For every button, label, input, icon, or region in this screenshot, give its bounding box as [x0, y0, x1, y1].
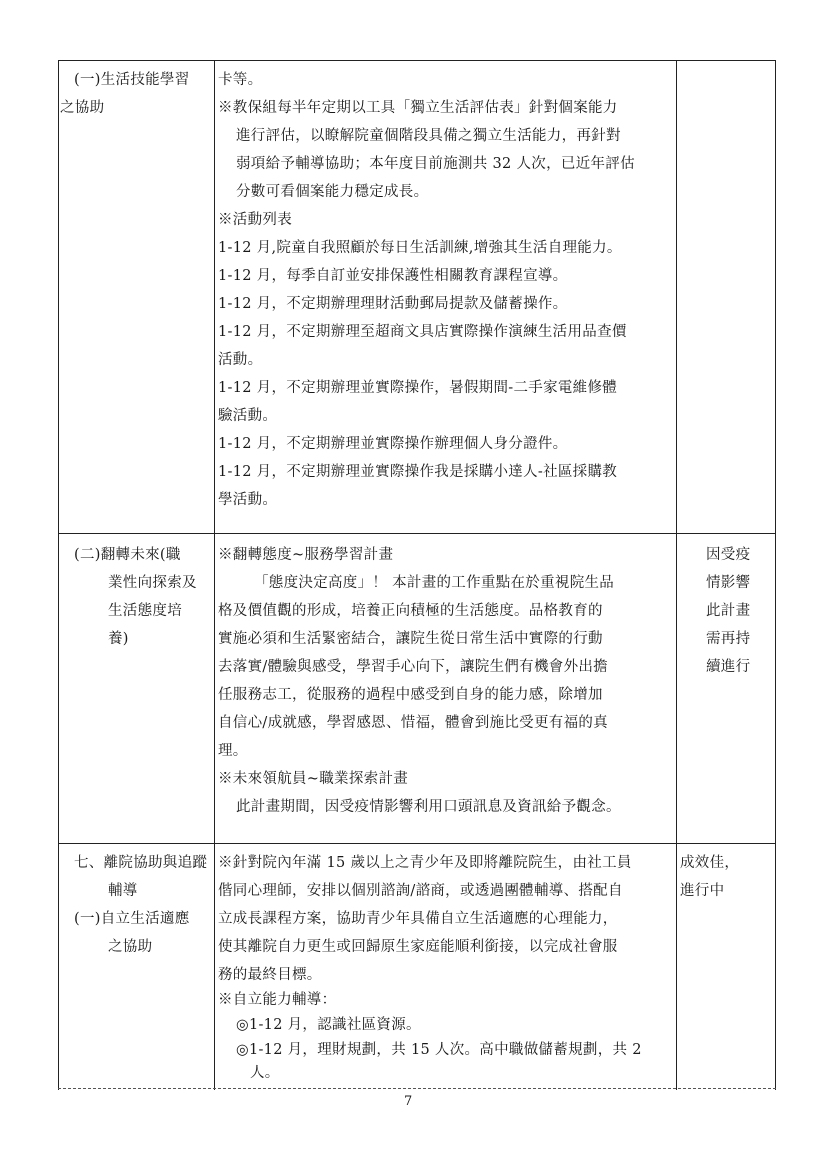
row2-note-line: 需再持: [706, 631, 751, 647]
page-number: 7: [404, 1094, 413, 1109]
row3-content-line: ※針對院內年滿 15 歲以上之青少年及即將離院院生，由社工員: [218, 855, 632, 871]
row3-item-line: 之協助: [108, 939, 153, 955]
row-divider-1: [58, 533, 776, 534]
row3-item-line: (一)自立生活適應: [74, 911, 190, 927]
row1-content-line: 1-12 月，不定期辦理並實際操作辦理個人身分證件。: [218, 436, 568, 452]
row1-content-line: 卡等。: [218, 72, 263, 88]
row2-content-line: 「態度決定高度」！ 本計畫的工作重點在於重視院生品: [254, 575, 615, 591]
row1-content-line: ※活動列表: [218, 212, 292, 228]
row1-content-line: 1-12 月，不定期辦理並實際操作我是採購小達人-社區採購教: [218, 464, 618, 480]
row2-note-line: 因受疫: [706, 547, 751, 563]
row1-content-line: 1-12 月，不定期辦理並實際操作，暑假期間-二手家電維修體: [218, 380, 618, 396]
row1-content-line: 1-12 月，不定期辦理至超商文具店實際操作演練生活用品查價: [218, 324, 627, 340]
table-top-border: [58, 60, 776, 61]
row1-content-line: 活動。: [218, 352, 263, 368]
row3-content-line: 使其離院自力更生或回歸原生家庭能順利銜接，以完成社會服: [218, 939, 618, 955]
row3-content-line: 務的最終目標。: [218, 967, 322, 983]
row3-content-line: ◎1-12 月，理財規劃，共 15 人次。高中職做儲蓄規劃，共 2: [236, 1042, 642, 1058]
row1-content-line: 學活動。: [218, 492, 278, 508]
row-divider-2: [58, 843, 776, 844]
row1-item-line: 之協助: [60, 100, 105, 116]
row2-content-line: 此計畫期間，因受疫情影響利用口頭訊息及資訊給予觀念。: [236, 799, 621, 815]
row1-content-line: 進行評估，以瞭解院童個階段具備之獨立生活能力，再針對: [236, 128, 621, 144]
row1-content-line: ※教保組每半年定期以工具「獨立生活評估表」針對個案能力: [218, 100, 618, 116]
table-col-divider-1: [214, 60, 215, 1090]
row3-content-line: ◎1-12 月，認識社區資源。: [236, 1017, 421, 1033]
table-col-divider-2: [676, 60, 677, 1090]
row2-note-line: 此計畫: [706, 603, 751, 619]
table-bottom-border: [58, 1088, 776, 1089]
row1-content-line: 1-12 月,院童自我照顧於每日生活訓練,增強其生活自理能力。: [218, 240, 622, 256]
row2-content-line: ※未來領航員~職業探索計畫: [218, 771, 409, 787]
row2-content-line: ※翻轉態度~服務學習計畫: [218, 547, 394, 563]
row3-note-line: 進行中: [680, 883, 725, 899]
row2-item-line: 生活態度培: [108, 603, 182, 619]
row1-content-line: 弱項給予輔導協助；本年度目前施測共 32 人次，已近年評估: [236, 156, 635, 172]
table-left-border: [58, 60, 59, 1090]
row2-item-line: (二)翻轉未來(職: [74, 547, 181, 563]
row1-content-line: 分數可看個案能力穩定成長。: [236, 184, 429, 200]
row2-content-line: 自信心/成就感，學習感恩、惜福，體會到施比受更有福的真: [218, 715, 608, 731]
row2-content-line: 實施必須和生活緊密結合，讓院生從日常生活中實際的行動: [218, 631, 603, 647]
row2-content-line: 任服務志工，從服務的過程中感受到自身的能力感，除增加: [218, 687, 603, 703]
row3-content-line: 立成長課程方案，協助青少年具備自立生活適應的心理能力，: [218, 911, 618, 927]
row2-item-line: 業性向探索及: [108, 575, 197, 591]
row2-item-line: 養): [108, 631, 129, 647]
row1-content-line: 1-12 月，不定期辦理理財活動郵局提款及儲蓄操作。: [218, 296, 568, 312]
row2-content-line: 格及價值觀的形成，培養正向積極的生活態度。品格教育的: [218, 603, 603, 619]
table-right-border: [775, 60, 776, 1090]
row2-content-line: 去落實/體驗與感受，學習手心向下，讓院生們有機會外出擔: [218, 659, 608, 675]
row3-item-line: 輔導: [108, 883, 138, 899]
row1-content-line: 1-12 月，每季自訂並安排保護性相關教育課程宣導。: [218, 268, 568, 284]
row2-content-line: 理。: [218, 743, 248, 759]
row3-item-line: 七、離院協助與追蹤: [74, 855, 208, 871]
row2-note-line: 情影響: [706, 575, 751, 591]
row2-note-line: 續進行: [706, 659, 751, 675]
row3-note-line: 成效佳，: [680, 855, 740, 871]
row3-content-line: ※自立能力輔導：: [218, 992, 337, 1008]
row3-content-line: 人。: [250, 1065, 280, 1081]
row1-item-line: (一)生活技能學習: [74, 72, 190, 88]
row1-content-line: 驗活動。: [218, 408, 278, 424]
row3-content-line: 偕同心理師，安排以個別諮詢/諮商，或透過團體輔導、搭配自: [218, 883, 623, 899]
